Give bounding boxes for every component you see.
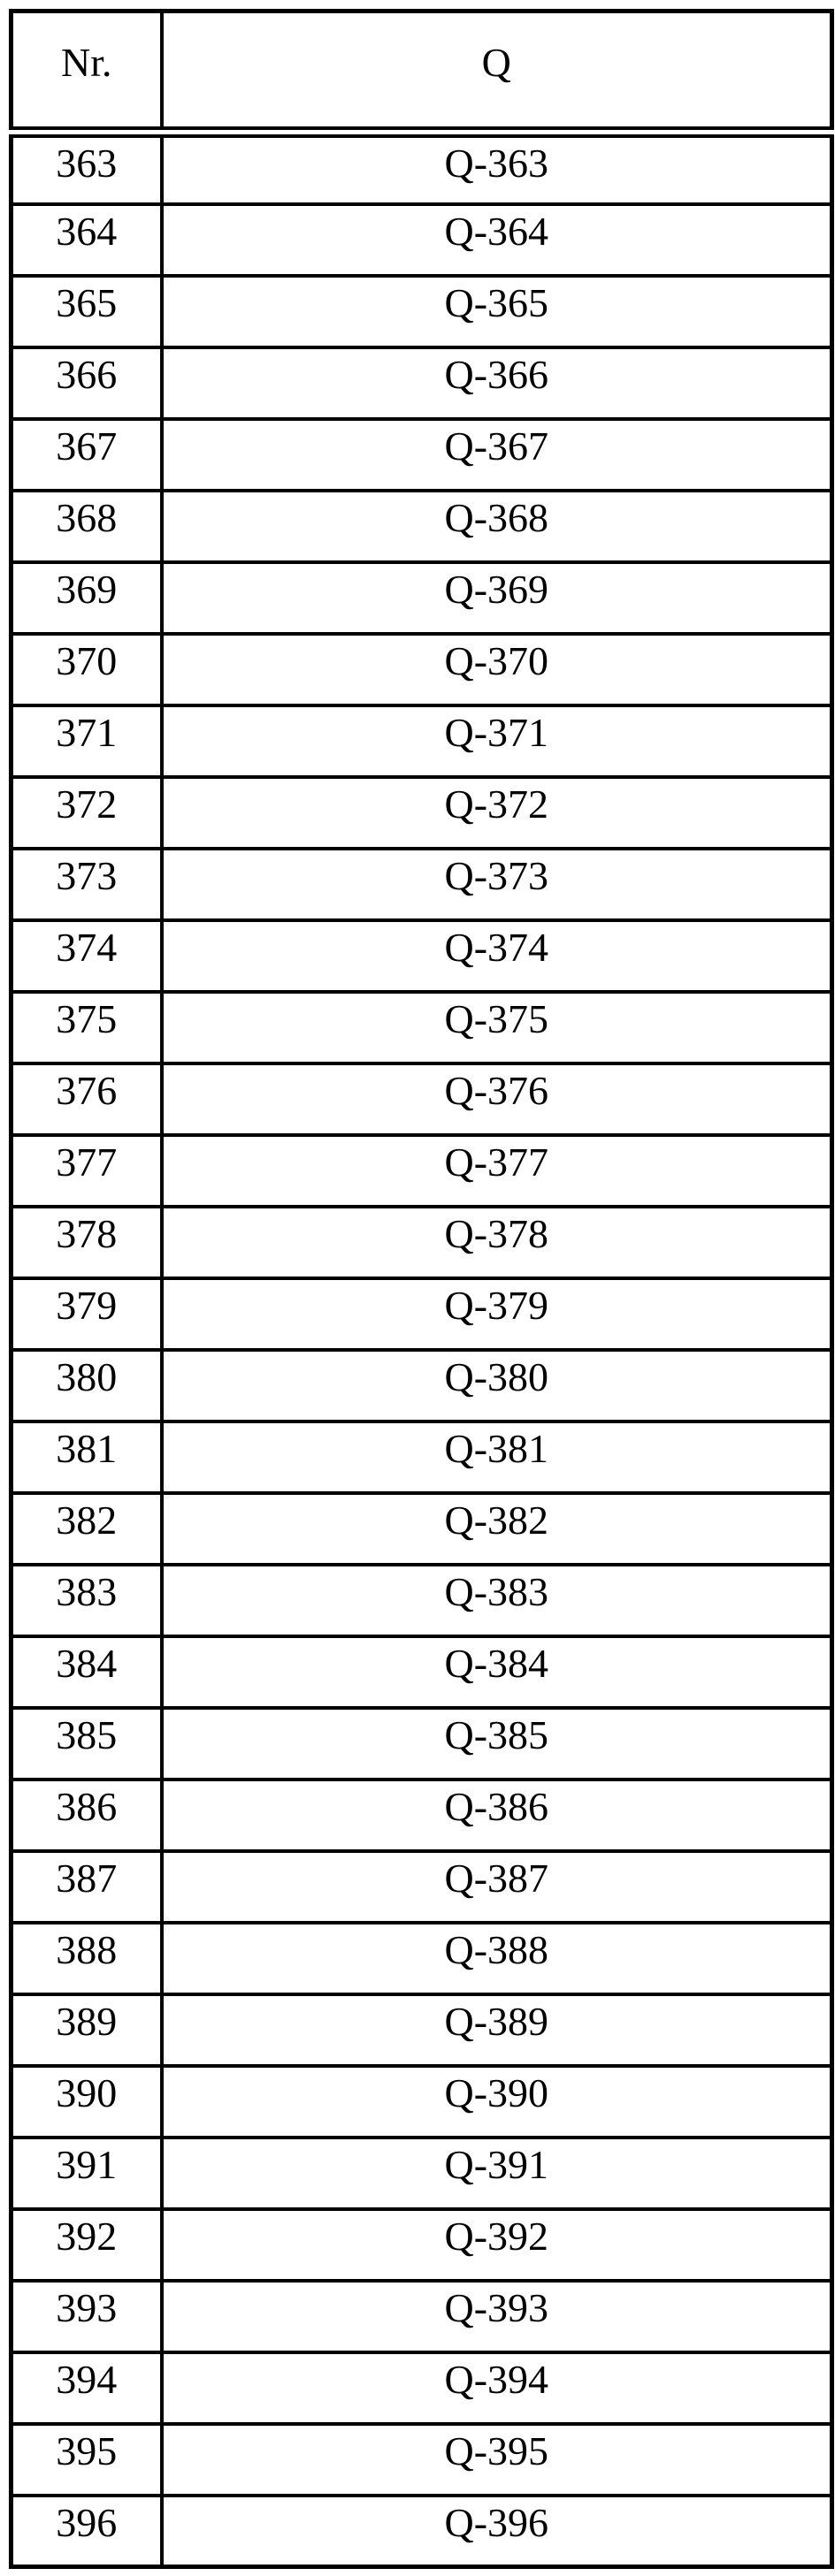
cell-q: Q-390 xyxy=(162,2066,832,2138)
cell-q: Q-392 xyxy=(162,2209,832,2281)
table-row xyxy=(11,347,832,419)
table-row xyxy=(11,1994,832,2066)
cell-nr: 396 xyxy=(11,2496,162,2567)
cell-q: Q-363 xyxy=(162,133,832,204)
cell-q: Q-379 xyxy=(162,1278,832,1350)
cell-nr: 369 xyxy=(11,562,162,634)
cell-nr: 392 xyxy=(11,2209,162,2281)
cell-nr: 370 xyxy=(11,634,162,705)
table-row xyxy=(11,920,832,992)
table-row xyxy=(11,1421,832,1493)
table-row xyxy=(11,2138,832,2209)
cell-nr: 375 xyxy=(11,992,162,1063)
cell-nr: 372 xyxy=(11,777,162,849)
table-row xyxy=(11,1708,832,1780)
cell-nr: 366 xyxy=(11,347,162,419)
cell-q: Q-393 xyxy=(162,2281,832,2352)
table-row xyxy=(11,1923,832,1994)
cell-nr: 365 xyxy=(11,276,162,347)
cell-nr: 391 xyxy=(11,2138,162,2209)
cell-q: Q-369 xyxy=(162,562,832,634)
cell-q: Q-367 xyxy=(162,419,832,491)
header-cell-nr: Nr. xyxy=(11,11,162,133)
cell-nr: 379 xyxy=(11,1278,162,1350)
cell-nr: 382 xyxy=(11,1493,162,1565)
cell-q: Q-385 xyxy=(162,1708,832,1780)
table-row xyxy=(11,1780,832,1851)
table-row xyxy=(11,634,832,705)
table-row xyxy=(11,992,832,1063)
cell-nr: 377 xyxy=(11,1135,162,1207)
table-row xyxy=(11,133,832,204)
cell-nr: 389 xyxy=(11,1994,162,2066)
cell-q: Q-378 xyxy=(162,1207,832,1278)
cell-q: Q-389 xyxy=(162,1994,832,2066)
table-row xyxy=(11,1207,832,1278)
cell-nr: 368 xyxy=(11,491,162,562)
cell-nr: 364 xyxy=(11,204,162,276)
cell-nr: 374 xyxy=(11,920,162,992)
data-table xyxy=(9,9,834,2569)
cell-nr: 387 xyxy=(11,1851,162,1923)
cell-q: Q-386 xyxy=(162,1780,832,1851)
table-row xyxy=(11,705,832,777)
cell-q: Q-374 xyxy=(162,920,832,992)
table-row xyxy=(11,2209,832,2281)
header-row xyxy=(11,11,832,133)
table-row xyxy=(11,204,832,276)
cell-q: Q-371 xyxy=(162,705,832,777)
table-row xyxy=(11,1636,832,1708)
table-row xyxy=(11,2066,832,2138)
cell-q: Q-394 xyxy=(162,2352,832,2424)
cell-nr: 378 xyxy=(11,1207,162,1278)
cell-q: Q-365 xyxy=(162,276,832,347)
cell-q: Q-376 xyxy=(162,1063,832,1135)
cell-q: Q-380 xyxy=(162,1350,832,1421)
cell-q: Q-381 xyxy=(162,1421,832,1493)
cell-nr: 386 xyxy=(11,1780,162,1851)
cell-q: Q-377 xyxy=(162,1135,832,1207)
table-row xyxy=(11,2352,832,2424)
table-row xyxy=(11,562,832,634)
cell-q: Q-370 xyxy=(162,634,832,705)
table-row xyxy=(11,1851,832,1923)
table-row xyxy=(11,1135,832,1207)
cell-nr: 384 xyxy=(11,1636,162,1708)
cell-nr: 363 xyxy=(11,133,162,204)
table-row xyxy=(11,1565,832,1636)
cell-q: Q-372 xyxy=(162,777,832,849)
cell-q: Q-373 xyxy=(162,849,832,920)
header-cell-q: Q xyxy=(162,11,832,133)
table-row xyxy=(11,1350,832,1421)
cell-q: Q-388 xyxy=(162,1923,832,1994)
cell-nr: 381 xyxy=(11,1421,162,1493)
table-row xyxy=(11,2281,832,2352)
cell-q: Q-384 xyxy=(162,1636,832,1708)
cell-q: Q-391 xyxy=(162,2138,832,2209)
table-row xyxy=(11,276,832,347)
cell-nr: 394 xyxy=(11,2352,162,2424)
table-row xyxy=(11,2496,832,2567)
table-row xyxy=(11,491,832,562)
table-body xyxy=(11,133,832,2567)
cell-nr: 367 xyxy=(11,419,162,491)
cell-q: Q-382 xyxy=(162,1493,832,1565)
cell-nr: 376 xyxy=(11,1063,162,1135)
cell-q: Q-396 xyxy=(162,2496,832,2567)
cell-nr: 390 xyxy=(11,2066,162,2138)
cell-nr: 380 xyxy=(11,1350,162,1421)
cell-nr: 385 xyxy=(11,1708,162,1780)
table-header xyxy=(11,11,832,133)
table-row xyxy=(11,777,832,849)
cell-nr: 371 xyxy=(11,705,162,777)
cell-q: Q-375 xyxy=(162,992,832,1063)
table-row xyxy=(11,2424,832,2496)
table-row xyxy=(11,849,832,920)
cell-q: Q-364 xyxy=(162,204,832,276)
cell-q: Q-395 xyxy=(162,2424,832,2496)
cell-q: Q-387 xyxy=(162,1851,832,1923)
cell-nr: 395 xyxy=(11,2424,162,2496)
cell-nr: 383 xyxy=(11,1565,162,1636)
cell-q: Q-366 xyxy=(162,347,832,419)
cell-nr: 393 xyxy=(11,2281,162,2352)
table-row xyxy=(11,419,832,491)
cell-nr: 373 xyxy=(11,849,162,920)
table-row xyxy=(11,1493,832,1565)
table-row xyxy=(11,1278,832,1350)
cell-q: Q-383 xyxy=(162,1565,832,1636)
table-row xyxy=(11,1063,832,1135)
cell-nr: 388 xyxy=(11,1923,162,1994)
cell-q: Q-368 xyxy=(162,491,832,562)
